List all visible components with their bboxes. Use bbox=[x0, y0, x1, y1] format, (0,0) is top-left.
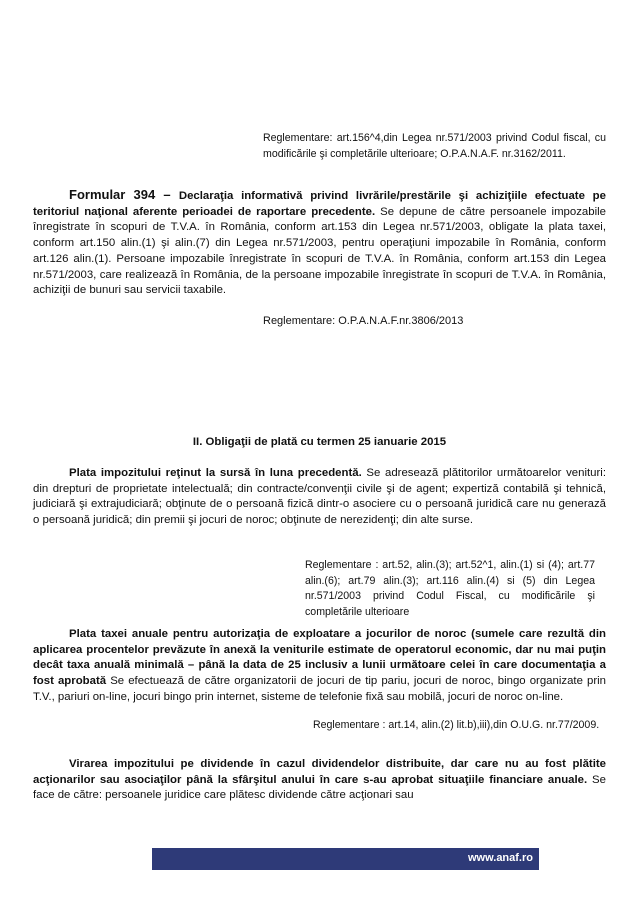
form-title: Declaraţia informativă privind livrările/prestările şi achiziţiile efectuate pe teritoriul naţional aferente perioadei de raportare precedente. bbox=[33, 190, 606, 218]
form-dash: – bbox=[155, 187, 179, 202]
regulation-reference: Reglementare: art.156^4,din Legea nr.571/2003 privind Codul fiscal, cu modificările şi completările ulterioare; O.P.A.N.A.F. nr.3162/2011. bbox=[263, 132, 606, 160]
regulation-reference: Reglementare: O.P.A.N.A.F.nr.3806/2013 bbox=[263, 315, 464, 327]
regulation-reference: Reglementare : art.14, alin.(2) lit.b),iii),din O.U.G. nr.77/2009. bbox=[313, 719, 600, 731]
paragraph-body: Se efectuează de către organizatorii de jocuri de tip pariu, jocuri de noroc, bingo organizate prin T.V., pariuri on-line, jocuri bingo prin internet, sisteme de telefonie fixă sau mobilă, jocuri de noroc on-line. bbox=[33, 675, 607, 703]
form-body: Se depune de către persoanele impozabile înregistrate în scopuri de T.V.A. în România, conform art.153 din Legea nr.571/2003, obligate la plata taxei, conform art.150 alin.(1) şi alin.(7) din Legea nr.571/2003, pentru operaţiuni impozabile în România, conform art.126 alin.(1). Persoane impozabile înregistrate în scopuri de T.V.A. în România, conform art.153 din Legea nr.571/2003, care realizează în România, de la persoane impozabile înregistrate în scopuri de T.V.A. în România, achiziţii de bunuri sau servicii taxabile. bbox=[33, 205, 606, 297]
footer-bar bbox=[152, 848, 539, 870]
formular-394-paragraph bbox=[33, 187, 606, 299]
paragraph-body: Se face de către: persoanele juridice care plătesc dividende către acţionari sau bbox=[33, 773, 606, 802]
section-title: II. Obligaţii de plată cu termen 25 ianuarie 2015 bbox=[192, 436, 447, 448]
withholding-tax-paragraph bbox=[33, 466, 606, 529]
dividend-tax-paragraph bbox=[33, 757, 606, 804]
paragraph-body: Se adresează plătitorilor următoarelor venituri: din drepturi de proprietate intelectuală; din contracte/convenţii civile şi de agent; expertiză contabilă şi tehnică, judiciară şi extrajudiciară; obţinute de o persoană fizică dintr-o asociere cu o persoană juridică care nu generază o persoană juridică; din premii şi jocuri de noroc; obţinute de nerezidenţi; din alte surse. bbox=[33, 467, 606, 527]
paragraph-heading: Plata impozitului reţinut la sursă în luna precedentă. bbox=[69, 467, 362, 479]
paragraph-heading: Virarea impozitului pe dividende în cazul dividendelor distribuite, dar care nu au fost plătite acţionarilor sau asociaţilor până la sfârşitul anului în care s-au aprobat situaţiile financiare anuale. bbox=[33, 758, 606, 786]
form-label: Formular 394 bbox=[69, 187, 156, 202]
footer-url[interactable]: www.anaf.ro bbox=[468, 852, 533, 864]
paragraph-heading: Plata taxei anuale pentru autorizaţia de exploatare a jocurilor de noroc (sumele care rezultă din aplicarea procentelor prevăzute în anexă la veniturile estimate de operatorul economic, dar nu mai puţin decât taxa anuală minimală – până la data de 25 inclusiv a lunii următoare celei în care documentaţia a fost aprobată bbox=[33, 628, 606, 688]
gambling-tax-paragraph bbox=[33, 627, 606, 706]
regulation-reference: Reglementare : art.52, alin.(3); art.52^1, alin.(1) si (4); art.77 alin.(6); art.79 alin.(3); art.116 alin.(4) si (5) din Legea nr.571/2003 privind Codul Fiscal, cu modificările şi completările ulterioare bbox=[305, 559, 595, 618]
